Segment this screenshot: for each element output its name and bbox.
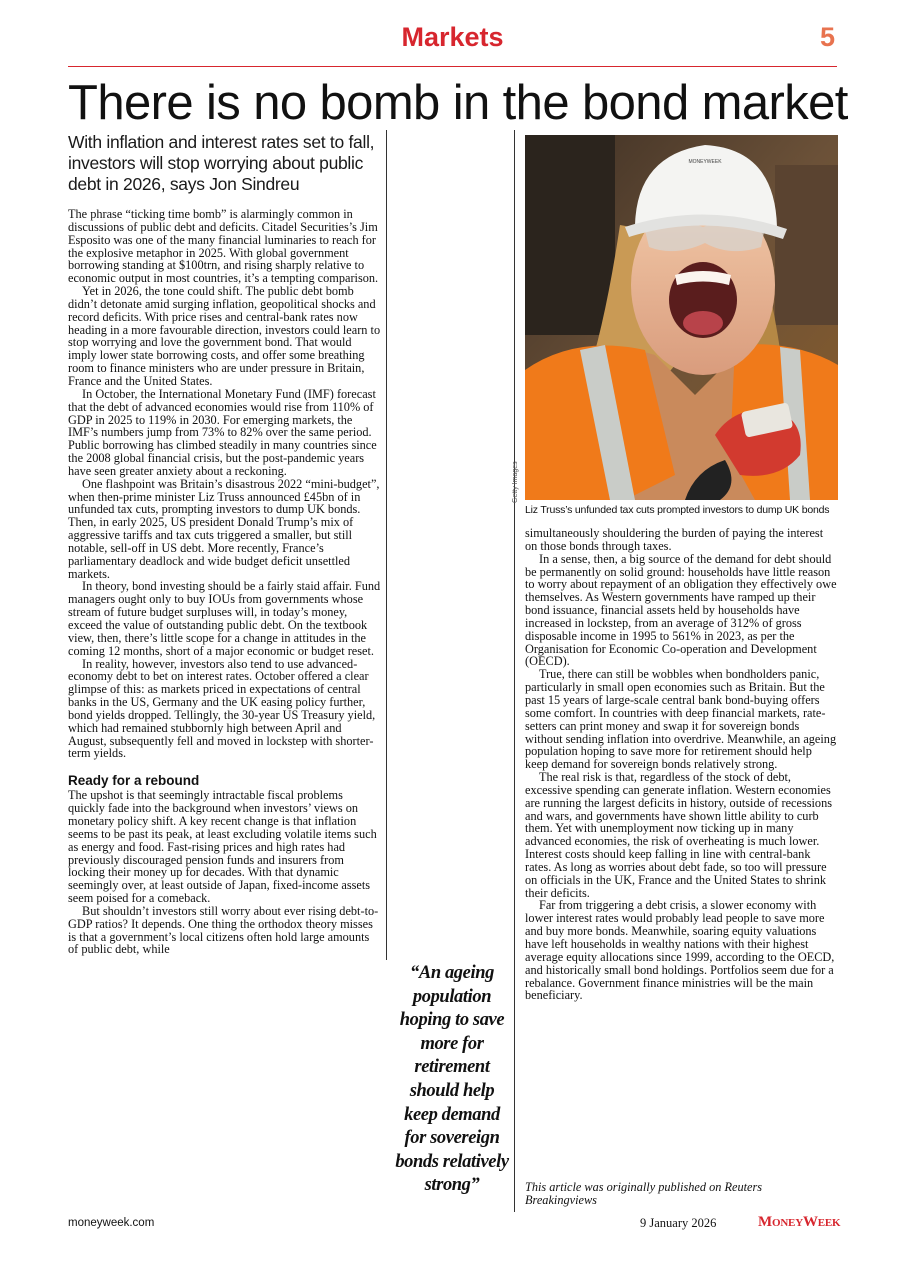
paragraph: The upshot is that seemingly intractable fiscal problems quickly fade into the background when investors’ views on monetary policy shift. A key recent change is that inflation seems to be past its peak, at least excluding volatile items such as energy and food. Fast-rising prices and high rates had previously discouraged pension funds and insurers from locking their money up for decades. With that dynamic seemingly over, at least outside of Japan, fixed-income assets seem poised for a comeback. (68, 788, 377, 906)
subheading: Ready for a rebound (68, 773, 200, 789)
header-rule (68, 66, 837, 67)
source-note: This article was originally published on Reuters Breakingviews (525, 1180, 763, 1207)
page-number: 5 (819, 22, 835, 52)
pull-quote: “An ageing population hoping to save more for retirement should help keep demand for sovereign bonds relatively strong” (395, 963, 509, 1196)
hard-hat-label: MONEYWEEK (688, 159, 722, 165)
paragraph: In reality, however, investors also tend to use advanced-economy debt to bet on interest rates. October offered a clear glimpse of this: as markets priced in expectations of central banks in the US, Germany and the UK easing policy further, bond yields dropped. Tellingly, the 30-year US Treasury yield, which had remained stubbornly high between April and August, subsequently fell and moved in lockstep with shorter-term yields. (68, 656, 376, 761)
column-divider (514, 130, 515, 1212)
paragraph: The real risk is that, regardless of the stock of debt, excessive spending can generate inflation. Western economies are running the largest deficits in history, outside of recessions and wars, and governments have shown little ability to curb them. Yet with unemployment now ticking up in many advanced economies, the risk of overheating is much lower. Interest costs should keep falling in line with central-bank rates. As long as worries about debt fade, so too will pressure on officials in the UK, France and the United States to shrink their deficits. (525, 770, 833, 900)
article-column-left (68, 208, 381, 956)
photo-caption: Liz Truss’s unfunded tax cuts prompted investors to dump UK bonds (525, 504, 830, 516)
paragraph: The phrase “ticking time bomb” is alarmingly common in discussions of public debt and deficits. Citadel Securities’s Jim Esposito was one of the many financial luminaries to reach for the explosive metaphor in 2025. With global government borrowing standing at $100trn, and rising sharply relative to economic output in most countries, it’s a tempting comparison. (68, 207, 379, 286)
paragraph: But shouldn’t investors still worry about ever rising debt-to-GDP ratios? It depends. One thing the orthodox theory misses is that a government’s local citizens often hold large amounts of public debt, while (68, 903, 379, 957)
paragraph: Far from triggering a debt crisis, a slower economy with lower interest rates would probably lead people to save more and buy more bonds. Meanwhile, soaring equity valuations have left households in wealthy nations with their highest average equity allocations since 1999, according to the OECD, and historically small bond holdings. Portfolios seem due for a rebalance. Government finance ministries will be the main beneficiary. (525, 898, 835, 1003)
article-column-right (525, 527, 838, 1002)
paragraph: True, there can still be wobbles when bondholders panic, particularly in small open economies such as Britain. But the past 15 years of large-scale central bank bond-buying offers some comfort. In countries with deep financial markets, rate-setters can print money and swap it for sovereign bonds without sending inflation into overdrive. Meanwhile, an ageing population hoping to save more for retirement should help keep demand for sovereign bonds relatively strong. (525, 667, 837, 772)
footer-brand-logo: MoneyWeek (758, 1214, 841, 1230)
column-divider (386, 130, 387, 960)
paragraph: Yet in 2026, the tone could shift. The public debt bomb didn’t detonate amid surging inflation, geopolitical shocks and record deficits. With price rises and central-bank rates now heading in a more favourable direction, investors could learn to stop worrying and love the government bond. That would imply lower state borrowing costs, and offer some breathing room to finance ministers who are under pressure in Britain, France and the United States. (68, 284, 381, 388)
section-title: Markets (401, 22, 504, 52)
photo-credit: Getty Images (512, 461, 519, 503)
standfirst: With inflation and interest rates set to fall, investors will stop worrying about public debt in 2026, says Jon Sindreu (68, 132, 375, 194)
paragraph: In October, the International Monetary Fund (IMF) forecast that the debt of advanced economies would rise from 110% of GDP in 2025 to 119% in 2030. For emerging markets, the IMF’s numbers jump from 73% to 82% over the same period. Public borrowing has climbed steadily in many countries since the 2008 global financial crisis, but the post-pandemic years have seen greater anxiety about a reckoning. (68, 386, 377, 478)
paragraph: simultaneously shouldering the burden of paying the interest on those bonds through taxes. (525, 526, 824, 553)
footer-website[interactable]: moneyweek.com (68, 1217, 155, 1229)
article-photo (525, 135, 838, 500)
paragraph: In theory, bond investing should be a fairly staid affair. Fund managers ought only to buy IOUs from governments whose stream of future budget surpluses will, in today’s money, exceed the value of outstanding public debt. On the textbook view, then, there’s little scope for a change in attitudes in the coming 12 months, short of a major economic or budget reset. (68, 579, 381, 658)
footer-date: 9 January 2026 (640, 1216, 717, 1230)
paragraph: One flashpoint was Britain’s disastrous 2022 “mini-budget”, when then-prime minister Liz Truss announced £45bn of in unfunded tax cuts, prompting investors to dump UK bonds. Then, in early 2025, US president Donald Trump’s mix of aggressive tariffs and tax cuts triggered a smaller, but still notable, sell-off in US debt. More recently, France’s parliamentary deadlock and wide budget deficit unsettled markets. (68, 476, 380, 581)
headline: There is no bomb in the bond market (68, 76, 848, 130)
paragraph: In a sense, then, a big source of the demand for debt should be permanently on solid ground: households have little reason to worry about repayment of an obligation they effectively owe themselves. As Western governments have ramped up their bond issuance, financial assets held by households have increased in lockstep, from an average of 312% of gross disposable income in 1995 to 561% in 2023, as per the Organisation for Economic Co-operation and Development (OECD). (525, 551, 837, 669)
